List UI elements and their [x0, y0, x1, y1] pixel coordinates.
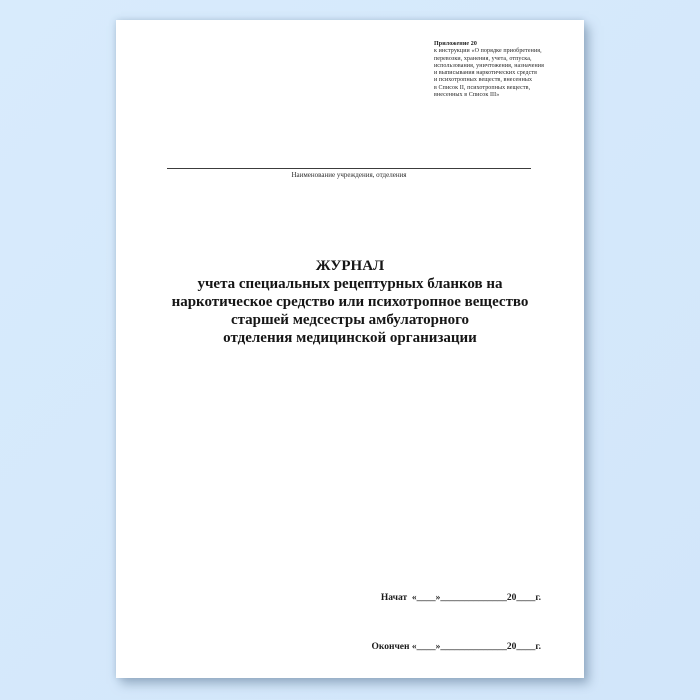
organization-blank-line [167, 168, 531, 169]
appendix-line: внесенных в Список III» [434, 92, 500, 99]
title-line: отделения медицинской организации [223, 330, 477, 346]
title-line: старшей медсестры амбулаторного [230, 312, 470, 328]
organization-caption: Наименование учреждения, отделения [291, 171, 407, 179]
journal-title [116, 257, 584, 347]
appendix-line: перевозки, хранения, учета, отпуска, [434, 55, 532, 62]
appendix-heading: Приложение 20 [434, 41, 477, 47]
appendix-line: и психотропных веществ, внесенных [434, 77, 533, 84]
title-line: учета специальных рецептурных бланков на [197, 276, 503, 292]
title-line-journal: ЖУРНАЛ [315, 258, 385, 274]
date-started: Начат «____»______________20____г. [380, 593, 541, 603]
appendix-note [434, 41, 559, 99]
title-line: наркотическое средство или психотропное вещество [171, 294, 529, 310]
journal-cover-page [116, 20, 584, 678]
appendix-line: и выписывания наркотических средств [434, 70, 538, 77]
dates-block [371, 568, 541, 677]
date-finished: Окончен «____»______________20____г. [371, 642, 541, 652]
organization-field [167, 168, 531, 179]
appendix-line: в Список II, психотропных веществ, [434, 84, 531, 91]
appendix-line: к инструкции «О порядке приобретения, [434, 48, 542, 55]
appendix-line: использования, уничтожения, назначения [434, 62, 544, 69]
